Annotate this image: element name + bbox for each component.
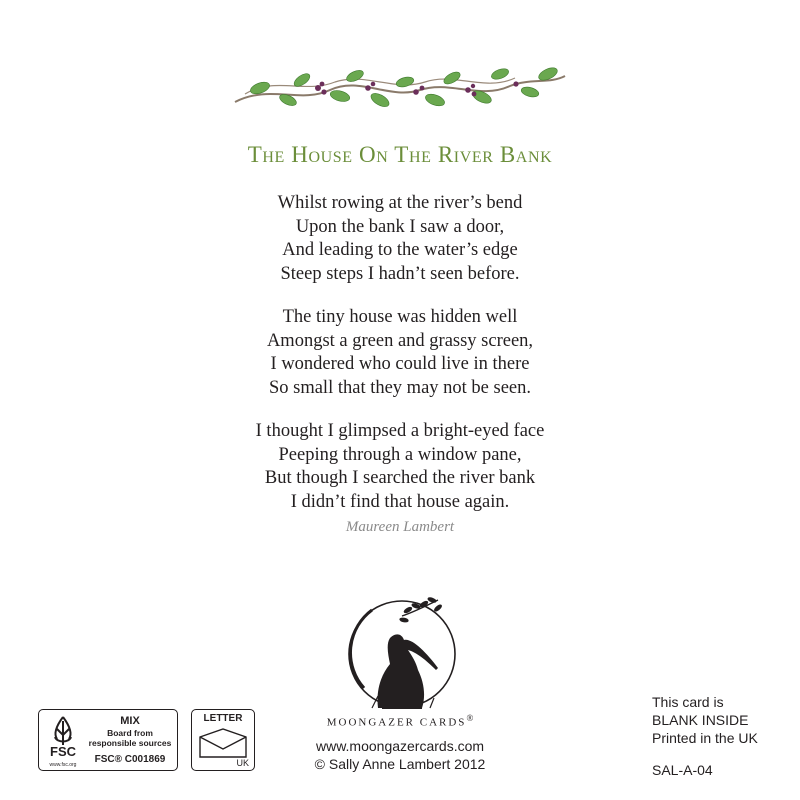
poem-stanza-2 [0, 306, 800, 400]
copyright-text: © Sally Anne Lambert 2012 [314, 756, 486, 772]
hare-moon-logo-icon [342, 592, 460, 712]
poem-line: So small that they may not be seen. [268, 377, 532, 398]
letter-region: UK [236, 758, 249, 768]
fsc-board-text: Board from responsible sources [88, 728, 172, 748]
card-info-line: Printed in the UK [652, 730, 758, 746]
fsc-url: www.fsc.org [49, 762, 77, 768]
brand-name: MOONGAZER CARDS® [326, 713, 474, 729]
poem-stanza-3 [0, 420, 800, 514]
poem-line: Steep steps I hadn’t seen before. [280, 263, 520, 284]
vine-decoration-icon [230, 64, 570, 114]
poem-line: The tiny house was hidden well [282, 307, 518, 327]
poem-line: I thought I glimpsed a bright-eyed face [255, 421, 545, 441]
website-link[interactable]: www.moongazercards.com [315, 738, 485, 754]
fsc-mix-label: MIX [120, 715, 140, 727]
letter-postage-badge [191, 709, 255, 771]
poem-line: But though I searched the river bank [264, 468, 536, 488]
fsc-logo-text: FSC [50, 744, 76, 759]
poem-line: I wondered who could live in there [270, 354, 530, 374]
poem-author: Maureen Lambert [345, 519, 455, 535]
poem-stanza-1 [0, 192, 800, 286]
poem-line: And leading to the water’s edge [282, 240, 518, 260]
poem-line: Upon the bank I saw a door, [295, 216, 505, 237]
letter-label: LETTER [203, 713, 243, 724]
card-info-line: This card is [652, 694, 724, 710]
fsc-badge [38, 709, 178, 771]
registered-mark: ® [466, 713, 474, 723]
poem-line: Peeping through a window pane, [278, 444, 522, 465]
poem-line: Whilst rowing at the river’s bend [277, 193, 523, 213]
poem-title: The House On The River Bank [247, 142, 553, 167]
card-info-line: BLANK INSIDE [652, 712, 749, 728]
envelope-icon [198, 727, 248, 759]
poem-line: Amongst a green and grassy screen, [266, 330, 534, 351]
poem-line: I didn’t find that house again. [290, 491, 510, 512]
fsc-code: FSC® C001869 [94, 754, 166, 765]
product-code: SAL-A-04 [652, 762, 713, 778]
